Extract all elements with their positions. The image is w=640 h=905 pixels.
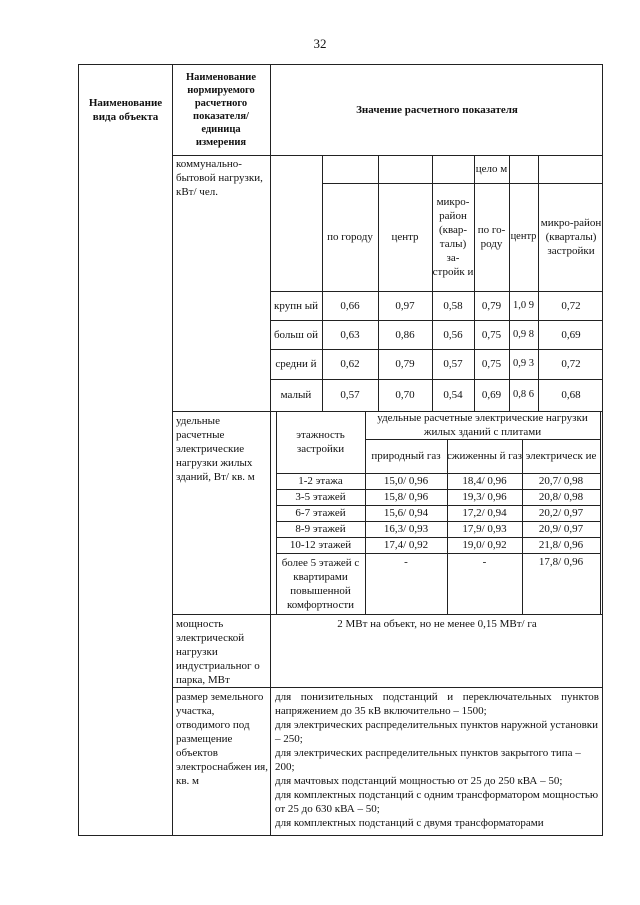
table-cell: 17,2/ 0,94 [462,507,507,519]
col-divider-1 [172,65,173,836]
block2-floors-header: этажность застройки [296,429,345,455]
block1-row-name: малый [280,389,312,401]
block2-floors: 10-12 этажей [289,539,352,551]
table-cell: 1,0 9 [513,299,534,311]
col-divider-2 [270,65,271,836]
header-object-type: Наименование вида объекта [88,97,163,123]
block2-sub-electric: электрическ ие [525,450,597,462]
table-cell: 15,0/ 0,96 [383,475,429,487]
table-cell: 0,69 [561,328,581,341]
block1-row-name: средни й [275,358,317,370]
table-cell: 20,9/ 0,97 [538,523,584,535]
table-cell: 20,8/ 0,98 [538,491,584,503]
table-cell: 0,75 [481,328,502,341]
block4-line: для комплектных подстанций с одним трансформатором мощностью от 25 до 630 кВА – 50; [275,789,599,815]
block1-col-city-2: по го-роду [477,224,506,250]
table-cell: 0,54 [443,389,463,401]
table-cell: 0,69 [481,389,502,401]
block3-label: мощность электрической нагрузки индустриальног о парка, МВт [176,618,260,686]
block1-row-name: крупн ый [274,299,318,312]
block4-line: для электрических распределительных пунктов наружной установки – 250; [275,719,599,745]
block3-bottom-line [172,687,603,688]
table-cell: 0,79 [481,299,502,312]
table-cell: 19,3/ 0,96 [462,491,507,503]
table-cell: 0,8 6 [513,389,534,400]
table-cell: 17,8/ 0,96 [538,556,584,568]
block1-col-center: центр [391,231,419,243]
block1-col-district-2: микро-район (кварталы) застройки [540,217,602,257]
table-cell: 18,4/ 0,96 [462,475,507,487]
norms-table [78,64,603,836]
table-cell: 0,57 [443,358,463,370]
block1-col-district: микро-район (квар-талы) за-стройк и [432,196,474,278]
table-cell: 0,79 [395,358,415,370]
table-cell: 15,6/ 0,94 [383,507,429,519]
header-value: Значение расчетного показателя [356,104,518,116]
block2-floors: 1-2 этажа [298,475,343,487]
table-cell: 0,75 [481,358,502,370]
table-cell: 0,68 [561,389,581,401]
table-cell: 0,70 [395,389,415,401]
block2-bottom-line [172,614,603,615]
page-number: 32 [313,36,327,51]
block2-loads-header: удельные расчетные электрические нагрузки жилых зданий с плитами [377,412,588,438]
block2-label: удельные расчетные электрические нагрузки жилых зданий, Вт/ кв. м [176,415,255,483]
table-cell: 0,63 [340,328,360,341]
header-indicator: Наименование нормируемого расчетного показателя/ единица измерения [186,72,256,148]
table-cell: 17,9/ 0,93 [462,523,507,535]
table-cell: 0,66 [340,299,360,312]
table-cell: 0,9 3 [513,358,534,369]
block4-line: для комплектных подстанций с двумя трансформаторами [275,817,544,829]
block4-line: для понизительных подстанций и переключательных пунктов напряжением до 35 кВ включительно – 1500; [275,691,599,717]
table-cell: 0,86 [395,328,415,341]
block4-content [275,690,599,830]
block1-row-name: больш ой [273,328,319,341]
block2-sub-natural-gas: природный газ [371,450,441,462]
block2-floors: более 5 этажей с квартирами повышенной комфортности [281,556,360,611]
block2-sub-liquefied-gas: сжиженны й газ [447,450,522,462]
block3-value: 2 МВт на объект, но не менее 0,15 МВт/ га [337,618,537,630]
block2-floors: 3-5 этажей [295,491,346,503]
table-cell: 0,72 [561,358,581,370]
table-cell: - [404,556,408,568]
table-cell: 16,3/ 0,93 [383,523,429,535]
block4-line: для мачтовых подстанций мощностью от 25 до 250 кВА – 50; [275,775,563,787]
table-cell: - [482,556,487,568]
table-cell: 20,7/ 0,98 [538,475,584,487]
block1-group-label: цело м [475,163,508,175]
block1-col-center-2: центр [510,231,537,242]
table-cell: 0,57 [340,389,360,401]
table-cell: 0,9 8 [513,328,534,340]
table-cell: 0,58 [443,299,463,312]
table-cell: 19,0/ 0,92 [462,539,507,551]
block2-floors: 8-9 этажей [295,523,346,535]
table-cell: 0,97 [395,299,415,312]
block1-col-city: по городу [327,231,373,243]
table-cell: 0,72 [561,299,581,312]
block2-floors: 6-7 этажей [295,507,346,519]
block1-label: коммунально-бытовой нагрузки, кВт/ чел. [176,158,263,198]
table-cell: 20,2/ 0,97 [538,507,584,519]
table-cell: 21,8/ 0,96 [538,539,584,551]
table-cell: 0,62 [340,358,360,370]
table-cell: 17,4/ 0,92 [383,539,429,551]
block4-label: размер земельного участка, отводимого под размещение объектов электроснабжен ия, кв. м [176,691,268,787]
table-cell: 0,56 [443,328,463,341]
table-cell: 15,8/ 0,96 [383,491,429,503]
block4-line: для электрических распределительных пунктов закрытого типа – 200; [275,747,581,773]
